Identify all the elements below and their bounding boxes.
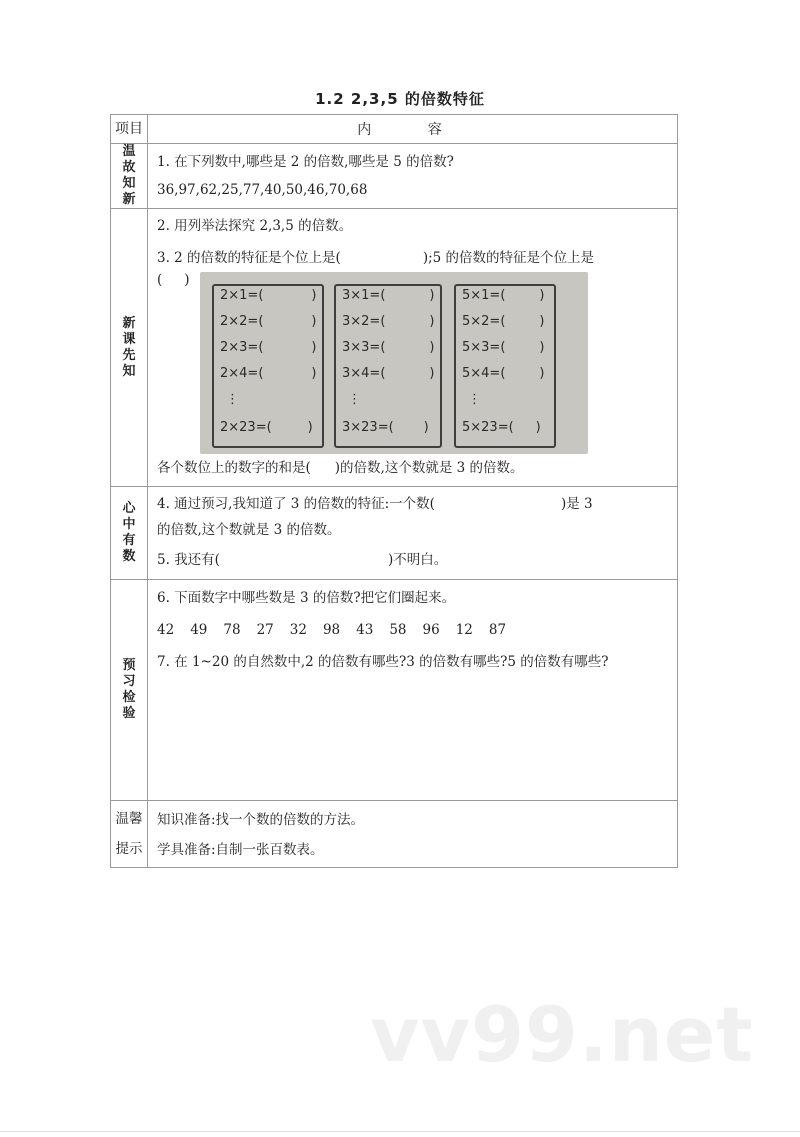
question-3: 3. 2 的倍数的特征是个位上是( );5 的倍数的特征是个位上是 [157,250,595,266]
label-newlesson: 新课先知 [122,315,136,379]
column-box-5: 5×1=( ) 5×2=( ) 5×3=( ) 5×4=( ) ⋮ 5×23=( ) [454,284,556,448]
question-3-sum: 各个数位上的数字的和是( )的倍数,这个数就是 3 的倍数。 [157,460,524,476]
question-5: 5. 我还有( )不明白。 [157,552,448,568]
content-review [148,144,678,209]
label-tips-bottom: 提示 [115,841,143,857]
header-item: 项目 [111,115,148,144]
multiplication-photo [200,272,588,454]
row-mind [111,487,678,580]
question-4: 4. 通过预习,我知道了 3 的倍数的特征:一个数( )是 3 [157,496,593,512]
page-title: 1.2 2,3,5 的倍数特征 [315,90,485,108]
header-content: 内 容 [148,115,678,144]
preview-worksheet-table [110,114,678,868]
question-1: 1. 在下列数中,哪些是 2 的倍数,哪些是 5 的倍数? [157,154,454,170]
tip-tools: 学具准备:自制一张百数表。 [157,842,324,858]
content-tips [148,801,678,868]
question-2: 2. 用列举法探究 2,3,5 的倍数。 [157,218,353,234]
label-tips-top: 温馨 [115,811,143,827]
content-check [148,580,678,801]
row-tips [111,801,678,868]
row-review [111,144,678,209]
label-mind: 心中有数 [122,501,136,564]
tip-knowledge: 知识准备:找一个数的倍数的方法。 [157,812,365,828]
header-row [111,115,678,144]
watermark: vv99.net [370,990,754,1079]
question-6-numbers: 42 49 78 27 32 98 43 58 96 12 87 [157,622,507,638]
row-newlesson [111,209,678,487]
page-bottom-line [0,1131,800,1132]
row-check [111,580,678,801]
question-7: 7. 在 1~20 的自然数中,2 的倍数有哪些?3 的倍数有哪些?5 的倍数有哪些? [157,654,609,670]
question-3-cont: ( ) [157,272,190,288]
label-check: 预习检验 [122,658,136,721]
column-box-3: 3×1=( ) 3×2=( ) 3×3=( ) 3×4=( ) ⋮ 3×23=( ) [334,284,442,448]
question-6: 6. 下面数字中哪些数是 3 的倍数?把它们圈起来。 [157,590,456,606]
question-1-numbers: 36,97,62,25,77,40,50,46,70,68 [157,182,368,198]
content-newlesson [148,209,678,487]
content-mind [148,487,678,580]
question-4-cont: 的倍数,这个数就是 3 的倍数。 [157,522,341,538]
column-box-2: 2×1=( ) 2×2=( ) 2×3=( ) 2×4=( ) ⋮ 2×23=( ) [212,284,324,448]
label-review: 温故知新 [122,144,136,207]
